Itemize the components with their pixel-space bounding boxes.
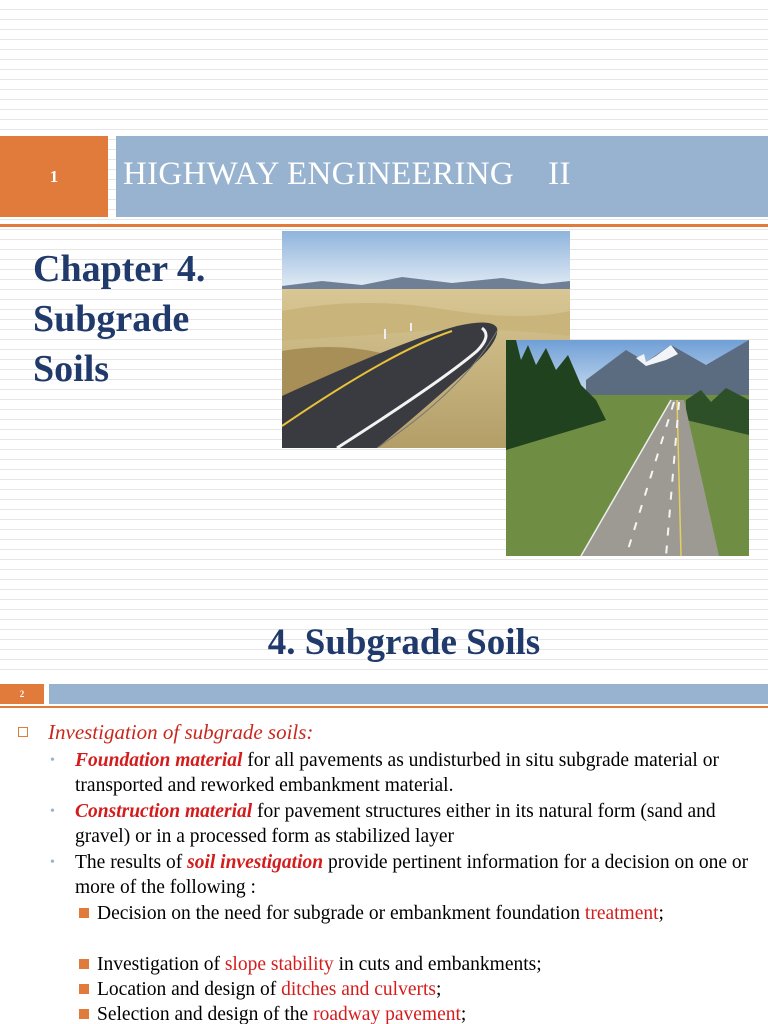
square-bullet-icon [79,984,89,994]
item-text: ; [658,903,664,924]
square-bullet-icon [79,959,89,969]
course-title: HIGHWAY ENGINEERING II [123,156,571,192]
divider-line [0,224,768,227]
chapter-title-line: Chapter 4. [33,248,206,290]
divider-line [0,706,768,708]
chapter-title-line: Soils [33,348,110,390]
item-text: ; [460,1004,467,1024]
item-highlight: slope stability [224,954,334,975]
section-title: 4. Subgrade Soils [267,622,541,663]
item-text: Decision on the need for subgrade or embankment foundation [97,903,585,924]
item-highlight: treatment [584,903,659,924]
bullet-emphasis: Construction material [75,801,253,822]
dot-bullet-icon: • [50,855,55,870]
item-text: in cuts and embankments; [333,954,542,975]
slide-number-box [0,136,108,217]
square-bullet-icon [79,1009,89,1019]
item-text: ; [436,979,442,1000]
title-bar [49,684,768,704]
slide-number-box [0,684,44,704]
heading-text: Investigation of subgrade soils: [48,720,314,744]
bullet-emphasis: soil investigation [187,852,324,873]
item-text: Investigation of [97,954,225,975]
item-text: Selection and design of the [97,1004,314,1024]
bullet-emphasis: Foundation material [75,750,243,771]
square-bullet-icon [18,727,28,737]
chapter-title-line: Subgrade [33,298,190,340]
item-highlight: ditches and culverts [281,979,436,1000]
bullet-text: for pavement structures either in its natural form (sand and gravel) or in a processed form as stabilized layer [75,801,716,847]
chapter-title [33,244,273,394]
slide-2 [0,676,768,1024]
item-highlight: roadway pavement [313,1004,461,1024]
slide-number: 1 [49,166,59,186]
bullet-text: provide pertinent information for a decision on one or more of the following : [75,852,749,898]
bullet-text: for all pavements as undisturbed in situ subgrade material or transported and reworked embankment material. [75,750,719,796]
item-text: Location and design of [97,979,282,1000]
straight-highway-photo [506,340,749,556]
slide-number: 2 [19,689,25,699]
dot-bullet-icon: • [50,753,55,768]
bullet-text: The results of [75,852,188,873]
dot-bullet-icon: • [50,804,55,819]
square-bullet-icon [79,908,89,918]
